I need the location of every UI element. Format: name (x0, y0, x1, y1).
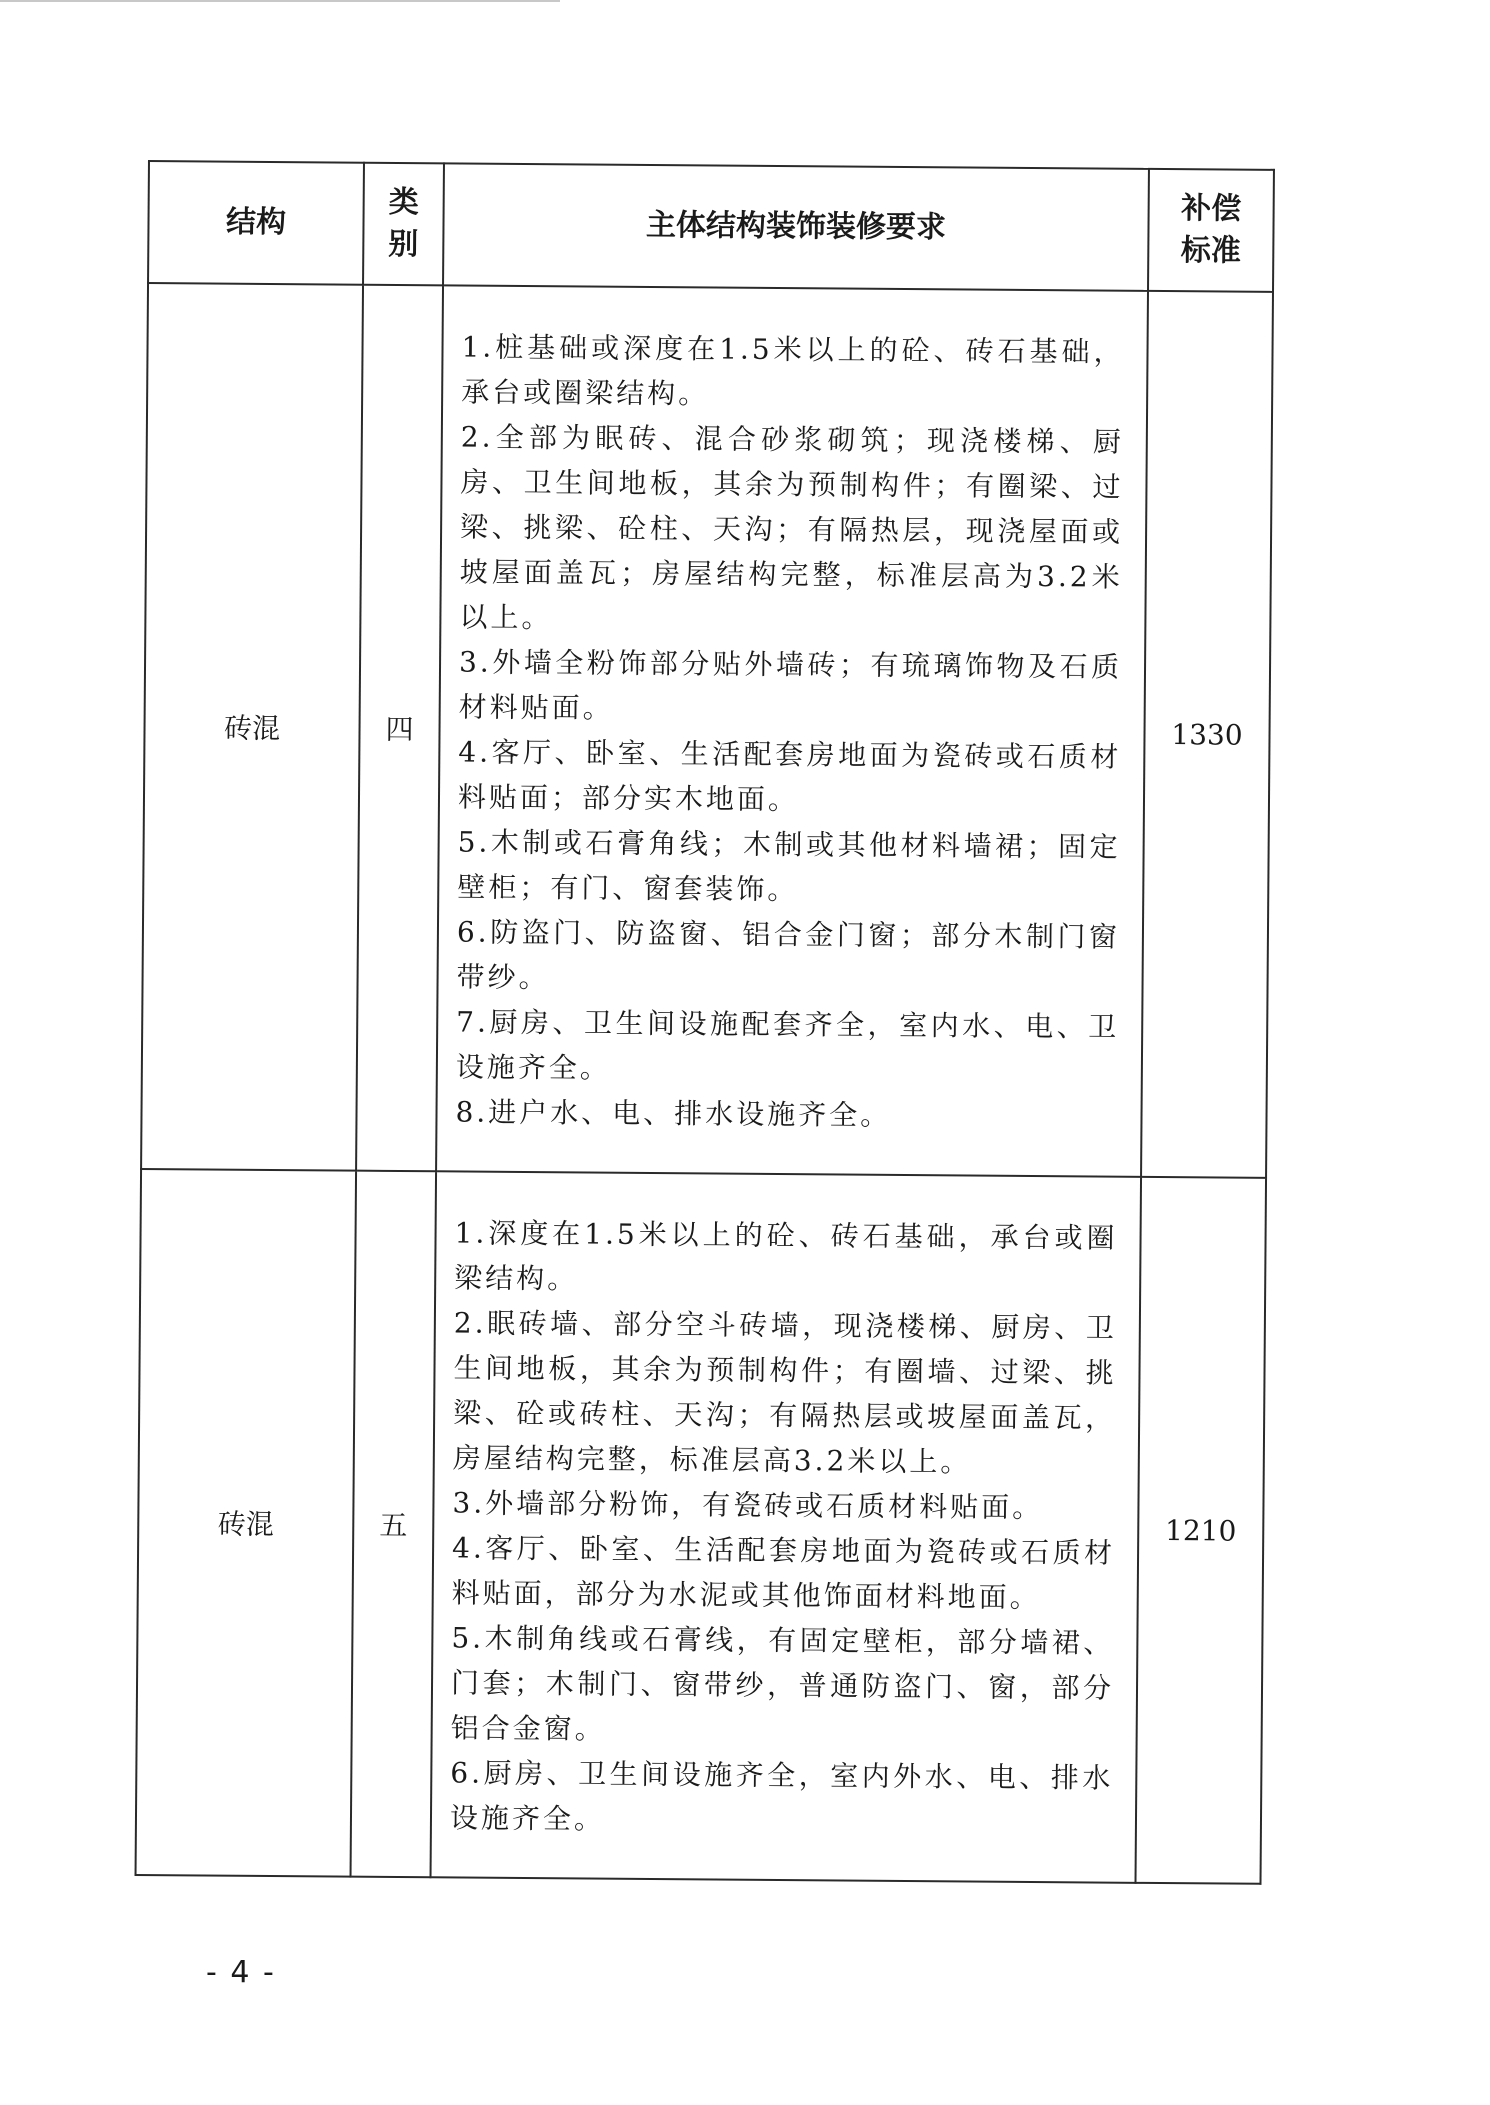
requirement-item: 3.外墙全粉饰部分贴外墙砖；有琉璃饰物及石质材料贴面。 (458, 645, 1123, 725)
requirement-item: 3.外墙部分粉饰，有瓷砖或石质材料贴面。 (452, 1486, 1044, 1525)
table-row (141, 283, 1273, 1178)
compensation-table (135, 160, 1275, 1885)
header-requirements: 主体结构装饰装修要求 (443, 163, 1149, 291)
requirement-item: 4.客厅、卧室、生活配套房地面为瓷砖或石质材料贴面，部分为水泥或其他饰面材料地面。 (451, 1531, 1116, 1615)
row-standard: 1330 (1141, 291, 1273, 1178)
page-number: - 4 - (206, 1955, 276, 1990)
row-standard: 1210 (1135, 1177, 1266, 1884)
header-standard-line2: 标准 (1180, 233, 1241, 269)
requirement-item: 6.厨房、卫生间设施齐全，室内外水、电、排水设施齐全。 (449, 1756, 1114, 1836)
requirement-item: 4.客厅、卧室、生活配套房地面为瓷砖或石质材料贴面；部分实木地面。 (457, 735, 1122, 817)
header-standard (1148, 169, 1274, 292)
row-category: 五 (351, 1171, 437, 1878)
requirement-item: 6.防盗门、防盗窗、铝合金门窗；部分木制门窗带纱。 (456, 915, 1121, 995)
header-category-line1: 类 (388, 184, 419, 221)
header-standard-line1: 补偿 (1181, 191, 1242, 227)
table-row (136, 1169, 1267, 1884)
header-category-line2: 别 (388, 226, 419, 263)
table-header-row (148, 161, 1274, 292)
row-structure: 砖混 (141, 283, 363, 1171)
row-category: 四 (356, 285, 443, 1172)
requirement-item: 2.全部为眠砖、混合砂浆砌筑；现浇楼梯、厨房、卫生间地板，其余为预制构件；有圈梁、过梁、挑梁、砼柱、天沟；有隔热层，现浇屋面或坡屋面盖瓦；房屋结构完整，标准层高为3.2米以上。 (459, 420, 1124, 635)
requirement-item: 8.进户水、电、排水设施齐全。 (455, 1095, 892, 1132)
requirement-item: 2.眠砖墙、部分空斗砖墙，现浇楼梯、厨房、卫生间地板，其余为预制构件；有圈墙、过梁、挑梁、砼或砖柱、天沟；有隔热层或坡屋面盖瓦，房屋结构完整，标准层高3.2米以上。 (452, 1306, 1117, 1479)
top-rule (0, 0, 560, 2)
requirement-item: 5.木制或石膏角线；木制或其他材料墙裙；固定壁柜；有门、窗套装饰。 (457, 825, 1121, 907)
requirement-item: 1.桩基础或深度在1.5米以上的砼、砖石基础，承台或圈梁结构。 (461, 330, 1125, 411)
header-category (363, 163, 444, 286)
header-structure: 结构 (148, 161, 364, 285)
row-requirements (436, 285, 1148, 1177)
requirement-item: 7.厨房、卫生间设施配套齐全，室内水、电、卫设施齐全。 (455, 1005, 1120, 1085)
row-structure: 砖混 (136, 1169, 357, 1877)
requirement-item: 1.深度在1.5米以上的砼、砖石基础，承台或圈梁结构。 (454, 1216, 1118, 1296)
row-requirements (431, 1171, 1142, 1883)
requirement-item: 5.木制角线或石膏线，有固定壁柜，部分墙裙、门套；木制门、窗带纱，普通防盗门、窗，部分铝合金窗。 (450, 1621, 1115, 1746)
